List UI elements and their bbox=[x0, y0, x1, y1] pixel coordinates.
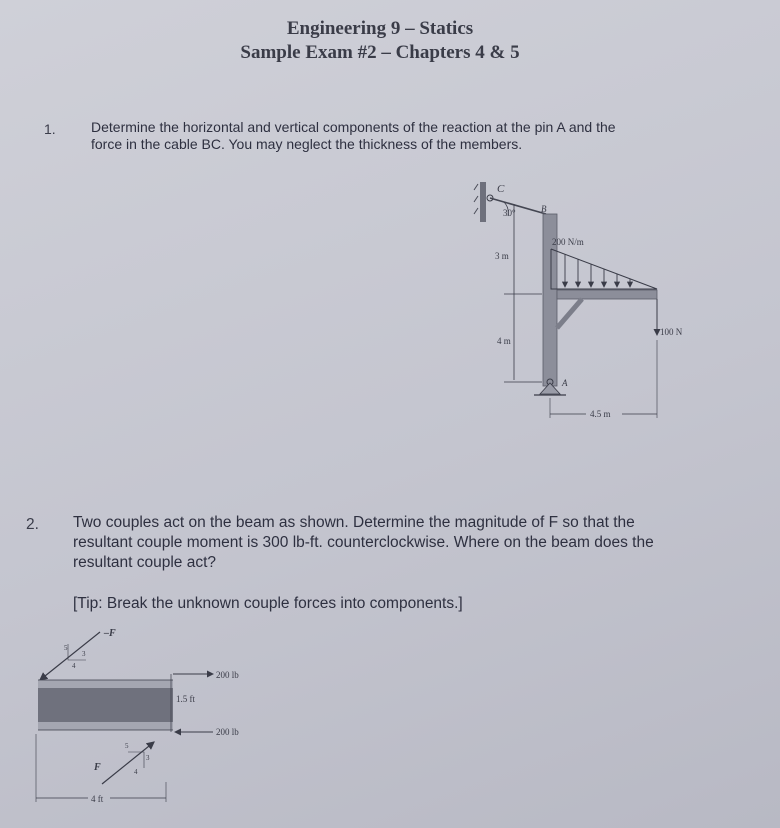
question-2-text bbox=[73, 513, 753, 573]
question-2-figure bbox=[28, 622, 268, 812]
question-1-line-1: Determine the horizontal and vertical components of the reaction at the pin A and the bbox=[91, 119, 616, 135]
dim-horizontal-label: 4.5 m bbox=[590, 409, 611, 419]
ratio-4-bottom: 4 bbox=[134, 768, 138, 776]
dim-horizontal-label: 4 ft bbox=[91, 794, 104, 804]
ratio-3-bottom: 3 bbox=[146, 754, 150, 762]
label-b: B bbox=[541, 204, 547, 214]
ratio-4-top: 4 bbox=[72, 662, 76, 670]
question-2-line-1: Two couples act on the beam as shown. Determine the magnitude of F so that the bbox=[73, 514, 635, 531]
question-2-line-2: resultant couple moment is 300 lb-ft. counterclockwise. Where on the beam does the bbox=[73, 534, 654, 551]
question-1-text bbox=[91, 119, 741, 153]
label-a: A bbox=[562, 378, 568, 388]
dim-upper-label: 3 m bbox=[495, 251, 509, 261]
load-label: 200 N/m bbox=[552, 237, 584, 247]
question-1-line-2: force in the cable BC. You may neglect the thickness of the members. bbox=[91, 136, 523, 152]
force-neg-f bbox=[40, 632, 100, 680]
question-2-number: 2. bbox=[26, 516, 39, 533]
question-1-figure bbox=[470, 170, 700, 440]
dim-lower-label: 4 m bbox=[497, 336, 511, 346]
ratio-5-top: 5 bbox=[64, 644, 68, 652]
horizontal-member bbox=[557, 290, 657, 299]
question-2-tip: [Tip: Break the unknown couple forces into components.] bbox=[73, 595, 463, 612]
angle-label: 30° bbox=[503, 208, 516, 218]
ratio-5-bottom: 5 bbox=[125, 742, 129, 750]
label-neg-f: –F bbox=[104, 628, 116, 639]
exam-course-title: Engineering 9 – Statics bbox=[286, 18, 474, 39]
dim-vertical-label: 1.5 ft bbox=[176, 694, 195, 704]
point-load-label: 100 N bbox=[660, 327, 683, 337]
wall-support-c bbox=[480, 182, 486, 222]
force-bottom-label: 200 lb bbox=[216, 727, 239, 737]
force-top-label: 200 lb bbox=[216, 670, 239, 680]
question-1-number: 1. bbox=[44, 121, 56, 137]
label-f: F bbox=[94, 762, 101, 773]
cable-bc bbox=[490, 198, 546, 214]
label-c: C bbox=[497, 183, 505, 195]
question-2-line-3: resultant couple act? bbox=[73, 554, 217, 571]
exam-subtitle: Sample Exam #2 – Chapters 4 & 5 bbox=[240, 42, 520, 63]
ratio-3-top: 3 bbox=[82, 650, 86, 658]
diagonal-brace bbox=[557, 299, 582, 328]
